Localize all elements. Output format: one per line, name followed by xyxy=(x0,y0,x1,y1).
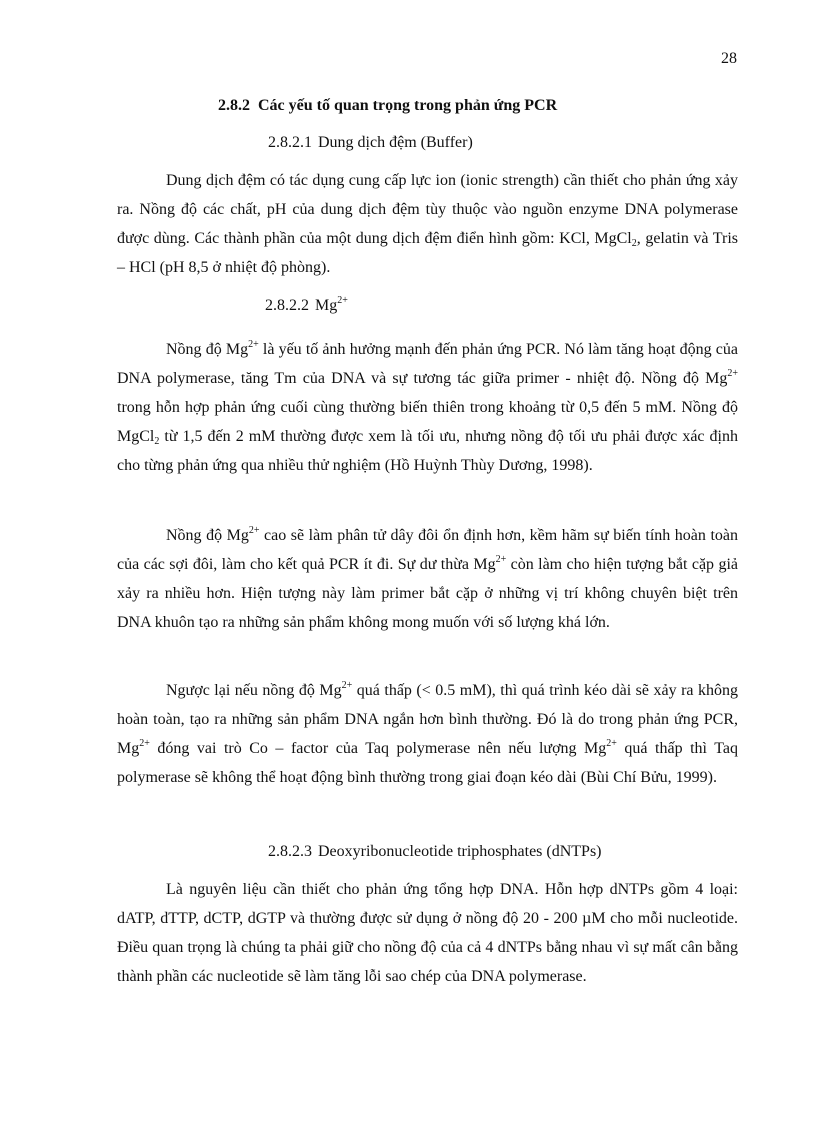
subsection-title: Deoxyribonucleotide triphosphates (dNTPs) xyxy=(318,843,602,860)
subsection-number: 2.8.2.1 xyxy=(268,134,312,151)
heading-number: 2.8.2 xyxy=(218,97,250,114)
paragraph-mg-2: Nồng độ $Mg^{2+}$ cao sẽ làm phân tử dây đôi ổn định hơn, kềm hãm sự biến tính hoàn toàn của các sợi đôi, làm cho kết quả PCR ít đi. Sự dư thừa $Mg^{2+}$ còn làm cho hiện tượng bắt cặp giả xảy ra nhiều hơn. Hiện tượng này làm primer bắt cặp ở những vị trí không chuyên biệt trên DNA khuôn tạo ra những sản phẩm không mong muốn với số lượng khá lớn. xyxy=(117,525,739,631)
subsection-heading-dntps xyxy=(268,843,602,861)
subsection-number: 2.8.2.3 xyxy=(268,843,312,860)
subsection-heading-buffer xyxy=(268,134,473,152)
paragraph-dntps: Là nguyên liệu cần thiết cho phản ứng tổng hợp DNA. Hỗn hợp dNTPs gồm 4 loại: dATP, dTTP, dCTP, dGTP và thường được sử dụng ở nồng độ 20 - 200 µM cho mỗi nucleotide. Điều quan trọng là chúng ta phải giữ cho nồng độ của cả 4 dNTPs bằng nhau vì sự mất cân bằng thành phần các nucleotide sẽ làm tăng lỗi sao chép của DNA polymerase. xyxy=(117,881,738,985)
heading-title: Các yếu tố quan trọng trong phản ứng PCR xyxy=(258,97,558,114)
page-number: 28 xyxy=(721,50,737,67)
paragraph-mg-3: Ngược lại nếu nồng độ $Mg^{2+}$ quá thấp (< 0.5 mM), thì quá trình kéo dài sẽ xảy ra không hoàn toàn, tạo ra những sản phẩm DNA ngắn hơn bình thường. Đó là do trong phản ứng PCR, $Mg^{2+}$ đóng vai trò Co – factor của Taq polymerase nên nếu lượng $Mg^{2+}$ quá thấp thì Taq polymerase sẽ không thể hoạt động bình thường trong giai đoạn kéo dài (Bùi Chí Bửu, 1999). xyxy=(117,680,739,786)
section-heading xyxy=(218,97,557,115)
subsection-number: 2.8.2.2 xyxy=(265,297,309,314)
subsection-title: Mg xyxy=(315,297,338,314)
subsection-heading-mg: 2.8.2.2 $Mg^{2+}$ xyxy=(265,295,348,314)
paragraph-buffer: Dung dịch đệm có tác dụng cung cấp lực ion (ionic strength) cần thiết cho phản ứng xảy ra. Nồng độ các chất, pH của dung dịch đệm tùy thuộc vào nguồn enzyme DNA polymerase được dùng. Các thành phần của một dung dịch đệm điển hình gồm: KCl, MgCl$_2$, gelatin và Tris – HCl (pH 8,5 ở nhiệt độ phòng). xyxy=(117,172,739,276)
paragraph-mg-1: Nồng độ $Mg^{2+}$ là yếu tố ảnh hưởng mạnh đến phản ứng PCR. Nó làm tăng hoạt động của DNA polymerase, tăng Tm của DNA và sự tương tác giữa primer - nhiệt độ. Nồng độ $Mg^{2+}$ trong hỗn hợp phản ứng cuối cùng thường biến thiên trong khoảng từ 0,5 đến 5 mM. Nồng độ MgCl$_2$ từ 1,5 đến 2 mM thường được xem là tối ưu, nhưng nồng độ tối ưu phải được xác định cho từng phản ứng qua nhiều thử nghiệm (Hồ Huỳnh Thùy Dương, 1998). xyxy=(117,339,739,474)
subsection-title: Dung dịch đệm (Buffer) xyxy=(318,134,473,151)
